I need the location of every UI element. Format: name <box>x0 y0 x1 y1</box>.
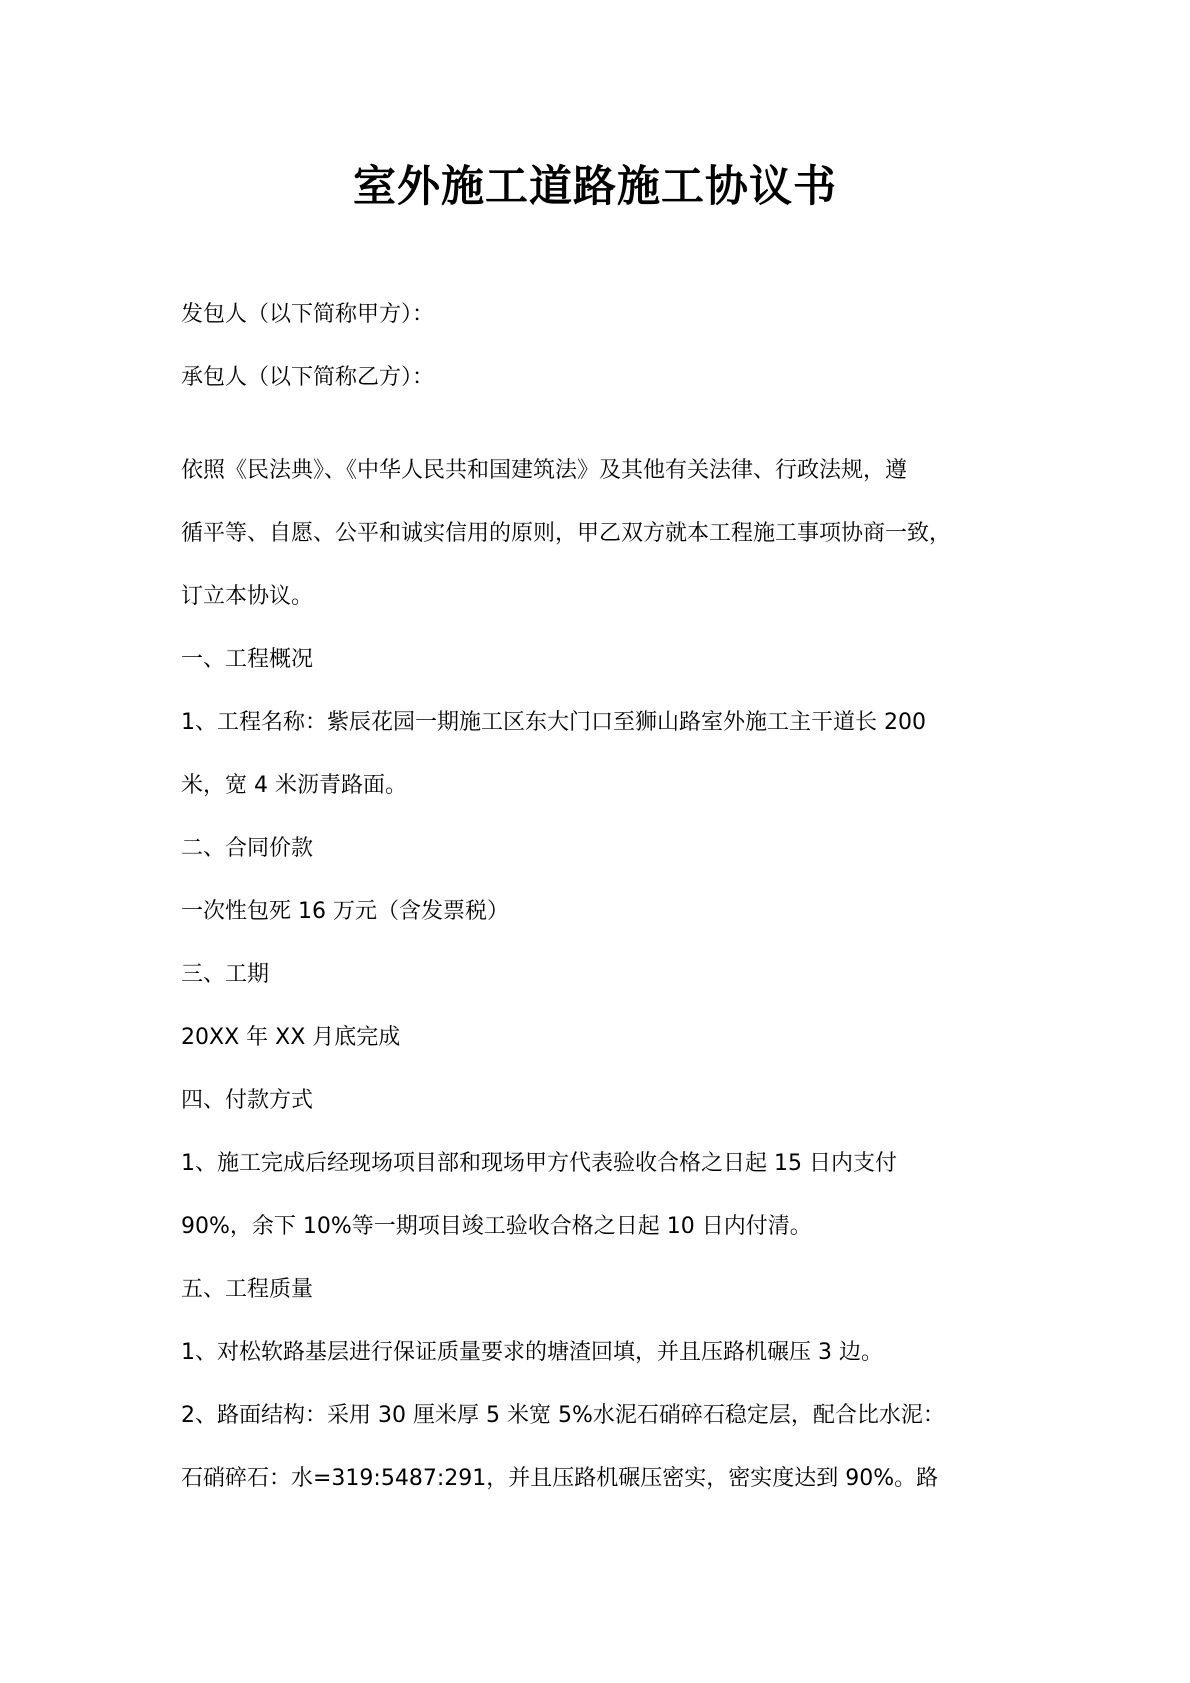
section-heading-price: 二、合同价款 <box>181 836 314 861</box>
schedule-line: 20XX 年 XX 月底完成 <box>181 1025 401 1050</box>
party-b-line: 承包人（以下简称乙方）： <box>181 365 435 390</box>
section-heading-schedule: 三、工期 <box>181 962 270 987</box>
payment-line-2: 90%，余下 10%等一期项目竣工验收合格之日起 10 日内付清。 <box>181 1214 812 1239</box>
project-name-line-1: 1、工程名称：紫辰花园一期施工区东大门口至狮山路室外施工主干道长 200 <box>181 710 926 735</box>
preamble-line-3: 订立本协议。 <box>181 584 314 609</box>
section-heading-overview: 一、工程概况 <box>181 647 314 672</box>
quality-item-2-line-2: 石硝碎石：水=319:5487:291，并且压路机碾压密实，密实度达到 90%。路 <box>181 1466 939 1491</box>
party-a-line: 发包人（以下简称甲方）： <box>181 302 435 327</box>
payment-line-1: 1、施工完成后经现场项目部和现场甲方代表验收合格之日起 15 日内支付 <box>181 1151 897 1176</box>
quality-item-1: 1、对松软路基层进行保证质量要求的塘渣回填，并且压路机碾压 3 边。 <box>181 1340 883 1365</box>
quality-item-2-line-1: 2、路面结构：采用 30 厘米厚 5 米宽 5%水泥石硝碎石稳定层，配合比水泥： <box>181 1403 945 1428</box>
section-heading-quality: 五、工程质量 <box>181 1277 314 1302</box>
preamble-line-1: 依照《民法典》、《中华人民共和国建筑法》及其他有关法律、行政法规，遵 <box>181 458 908 483</box>
preamble-line-2: 循平等、自愿、公平和诚实信用的原则，甲乙双方就本工程施工事项协商一致， <box>181 521 952 546</box>
project-name-line-2: 米，宽 4 米沥青路面。 <box>181 773 407 798</box>
document-title: 室外施工道路施工协议书 <box>353 162 837 212</box>
price-line: 一次性包死 16 万元（含发票税） <box>181 899 509 924</box>
section-heading-payment: 四、付款方式 <box>181 1088 314 1113</box>
